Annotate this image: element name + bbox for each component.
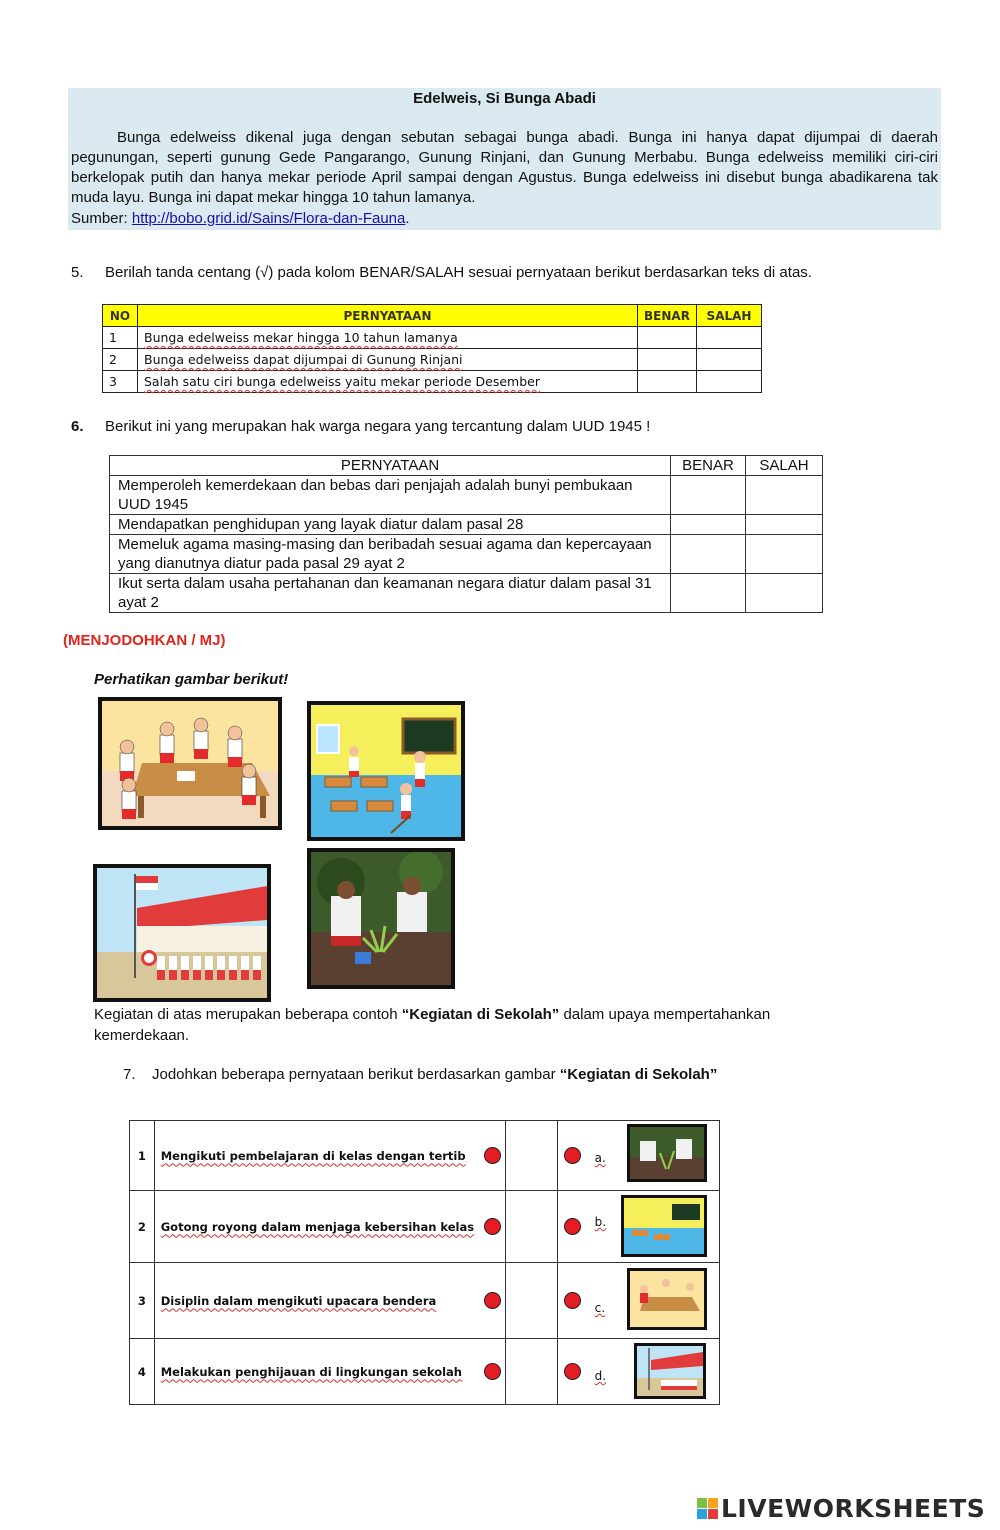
liveworksheets-logo: LIVEWORKSHEETS [697, 1494, 985, 1523]
reading-title: Edelweis, Si Bunga Abadi [413, 90, 596, 107]
logo-mark-icon [697, 1498, 718, 1519]
reading-paragraph: Bunga edelweiss dikenal juga dengan sebutan sebagai bunga abadi. Bunga ini hanya dapat dijumpai di daerah pegunungan, seperti gunung Gede Pangarango, Gunung Rinjani, dan Gunung Merbabu. Bunga edelweiss memiliki ciri-ciri berkelopak putih dan hanya mekar periode April sampai dengan Agustus. Bunga edelweiss ini disebut bunga abadikarena tak muda layu. Bunga ini dapat mekar hingga 10 tahun lamanya. [71, 129, 938, 206]
table-row: Memeluk agama masing-masing dan beribadah sesuai agama dan kepercayaan yang dianutnya diatur pada pasal 29 ayat 2 [110, 535, 823, 574]
col-benar: BENAR [671, 456, 746, 476]
table-row: 4 Melakukan penghijauan di lingkungan sekolah d. [130, 1339, 720, 1405]
answer-cell-salah[interactable] [697, 371, 762, 393]
table-row: 2 Gotong royong dalam menjaga kebersihan kelas b. [130, 1191, 720, 1263]
answer-cell-salah[interactable] [697, 327, 762, 349]
answer-cell-benar[interactable] [671, 515, 746, 535]
match-dot-right-a[interactable] [564, 1147, 581, 1164]
thumb-planting-image [627, 1124, 707, 1182]
table-row: Ikut serta dalam usaha pertahanan dan keamanan negara diatur dalam pasal 31 ayat 2 [110, 574, 823, 613]
classroom-cleaning-image [307, 701, 465, 841]
answer-cell-benar[interactable] [638, 327, 697, 349]
match-dot-right-b[interactable] [564, 1218, 581, 1235]
col-salah: SALAH [697, 305, 762, 327]
answer-cell-benar[interactable] [671, 535, 746, 574]
instruction-text: Perhatikan gambar berikut! [94, 671, 289, 688]
answer-cell-salah[interactable] [746, 515, 823, 535]
question-5: 5. Berilah tanda centang (√) pada kolom BENAR/SALAH sesuai pernyataan berikut berdasarkan teks di atas. [71, 264, 812, 281]
answer-cell-benar[interactable] [671, 476, 746, 515]
classroom-discussion-illustration [102, 701, 278, 826]
match-dot-left-3[interactable] [484, 1292, 501, 1309]
answer-cell-benar[interactable] [638, 349, 697, 371]
answer-cell-salah[interactable] [697, 349, 762, 371]
col-benar: BENAR [638, 305, 697, 327]
classroom-cleaning-illustration [311, 705, 461, 837]
col-statement: PERNYATAAN [110, 456, 671, 476]
flag-ceremony-illustration [97, 868, 267, 998]
section-heading-mj: (MENJODOHKAN / MJ) [63, 632, 226, 649]
students-planting-photo [311, 852, 451, 985]
activity-paragraph: Kegiatan di atas merupakan beberapa contoh “Kegiatan di Sekolah” dalam upaya mempertahankan kemerdekaan. [94, 1006, 771, 1044]
table-row: 2 Bunga edelweiss dapat dijumpai di Gunung Rinjani [103, 349, 762, 371]
planting-image [307, 848, 455, 989]
question-6: 6. Berikut ini yang merupakan hak warga negara yang tercantung dalam UUD 1945 ! [71, 418, 651, 435]
col-no: NO [103, 305, 138, 327]
q6-table [109, 455, 823, 613]
match-dot-left-4[interactable] [484, 1363, 501, 1380]
table-row: 1 Mengikuti pembelajaran di kelas dengan tertib a. [130, 1121, 720, 1191]
answer-cell-salah[interactable] [746, 574, 823, 613]
answer-cell-salah[interactable] [746, 535, 823, 574]
match-dot-right-d[interactable] [564, 1363, 581, 1380]
flag-thumb-svg [637, 1346, 703, 1396]
thumb-classroom-discussion-image [627, 1268, 707, 1330]
match-dot-left-2[interactable] [484, 1218, 501, 1235]
match-dot-left-1[interactable] [484, 1147, 501, 1164]
discussion-thumb-svg [630, 1271, 704, 1327]
thumb-flag-ceremony-image [634, 1343, 706, 1399]
flag-ceremony-image [93, 864, 271, 1002]
reading-source: Sumber: http://bobo.grid.id/Sains/Flora-dan-Fauna. [71, 210, 410, 227]
thumb-classroom-cleaning-image [621, 1195, 707, 1257]
table-row: Mendapatkan penghidupan yang layak diatur dalam pasal 28 [110, 515, 823, 535]
table-row: 3 Salah satu ciri bunga edelweiss yaitu mekar periode Desember [103, 371, 762, 393]
cleaning-thumb-svg [624, 1198, 704, 1254]
classroom-discussion-image [98, 697, 282, 830]
answer-cell-benar[interactable] [671, 574, 746, 613]
matching-table [129, 1120, 720, 1405]
col-statement: PERNYATAAN [138, 305, 638, 327]
question-7: 7. Jodohkan beberapa pernyataan berikut berdasarkan gambar “Kegiatan di Sekolah” [123, 1066, 718, 1083]
col-salah: SALAH [746, 456, 823, 476]
source-link[interactable]: http://bobo.grid.id/Sains/Flora-dan-Fauna [131, 210, 406, 227]
table-row: 1 Bunga edelweiss mekar hingga 10 tahun lamanya [103, 327, 762, 349]
q5-table [102, 304, 762, 393]
reading-box [68, 88, 941, 230]
table-row: Memperoleh kemerdekaan dan bebas dari penjajah adalah bunyi pembukaan UUD 1945 [110, 476, 823, 515]
answer-cell-benar[interactable] [638, 371, 697, 393]
planting-thumb-svg [630, 1127, 704, 1179]
answer-cell-salah[interactable] [746, 476, 823, 515]
match-dot-right-c[interactable] [564, 1292, 581, 1309]
table-row: 3 Disiplin dalam mengikuti upacara bendera c. [130, 1263, 720, 1339]
